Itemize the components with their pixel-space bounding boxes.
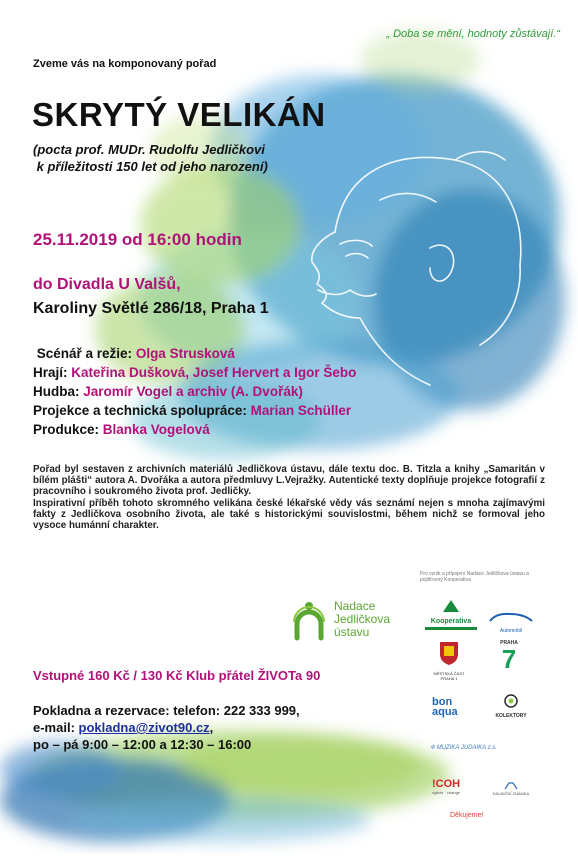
credits-list [33,344,356,439]
event-description [33,464,545,531]
contact-hours: po – pá 9:00 – 12:00 a 12:30 – 16:00 [33,737,252,752]
email-link[interactable]: pokladna@zivot90.cz [78,720,210,735]
kooperativa-icon [441,599,461,613]
coat-of-arms-icon [438,640,460,666]
credit-direction: Scénář a režie: Olga Strusková [33,346,235,361]
credit-projection: Projekce a technická spolupráce: Marian Schüller [33,403,352,418]
nadace-logo [288,598,418,644]
sponsor-bonaqua: bon aqua [432,696,458,718]
nadace-line-1: Nadace [334,599,376,613]
sponsor-kolektory: KOLEKTORY [492,694,530,719]
credit-production: Produkce: Blanka Vogelová [33,422,210,437]
kooperativa-bar [425,627,477,630]
sponsor-note: Pro vznik a připojení Nadace Jedličkova ústavu a pojišťovny Kooperativa [420,571,529,583]
thanks-text: Děkujeme! [450,812,484,819]
sponsor-praha1: MĚSTSKÁ ČÁST PRAHA 1 [432,640,466,681]
venue-address: Karoliny Světlé 286/18, Praha 1 [33,300,269,317]
event-title: SKRYTÝ VELIKÁN [32,96,326,133]
nadace-line-3: ústavu [334,625,370,639]
contact-phone: Pokladna a rezervace: telefon: 222 333 999, [33,703,300,718]
road-icon [504,782,518,790]
event-date: 25.11.2019 od 16:00 hodin [33,230,242,249]
description-paragraph-1: Pořad byl sestaven z archivních materiálů Jedličkova ústavu, dále textu doc. B. Titzla a knihy „Samaritán v bílém plášti“ autora A. Dvořáka a autora předmluvy L.Vejražky. Autentické texty doplňuje projekce fotografií z pracovního i soukromého života prof. Jedličky. [33,464,545,498]
event-subtitle [33,141,268,175]
description-paragraph-2: Inspirativní příběh tohoto skromného velikána české lékařské vědy vás seznámí nejen s mnoha zajímavými fakty z Jedličkova osobního života, ale také s historickými souvislostmi, během nichž se formoval jeho vysoce humánní charakter. [33,497,545,532]
subtitle-line-2: k příležitosti 150 let od jeho narození) [33,159,268,174]
nadace-emblem-icon [288,598,330,644]
invitation-text: Zveme vás na komponovaný pořad [33,58,217,70]
box-office-contact [33,702,300,753]
sponsor-automobil: Automobil [488,610,534,626]
kolektory-icon [504,694,518,708]
contact-email-line: e-mail: pokladna@zivot90.cz, [33,720,214,735]
sponsor-kooperativa: Kooperativa [425,599,477,630]
credit-music: Hudba: Jaromír Vogel a archiv (A. Dvořák) [33,384,303,399]
subtitle-line-1: (pocta prof. MUDr. Rudolfu Jedličkovi [33,142,265,157]
credit-cast: Hrají: Kateřina Dušková, Josef Hervert a Igor Šebo [33,365,357,380]
nadace-line-2: Jedličkova [334,612,391,626]
venue-name: do Divadla U Valšů, [33,276,181,293]
motto: „ Doba se mění, hodnoty zůstávají.“ [386,28,560,40]
ticket-price: Vstupné 160 Kč / 130 Kč Klub přátel ŽIVOTa 90 [33,668,321,683]
sponsor-dalnicni: DÁLNIČNÍ ZNÁMKA [486,782,536,796]
sponsor-praha7: PRAHA 7 [500,640,518,674]
car-icon [488,611,534,623]
sponsor-muzika-judaika: ✡ MUZIKA JUDAIKA z.s. [430,745,497,751]
star-icon: ✡ [430,745,437,751]
sponsor-icoh: !COH ogilvie · change [432,778,461,795]
